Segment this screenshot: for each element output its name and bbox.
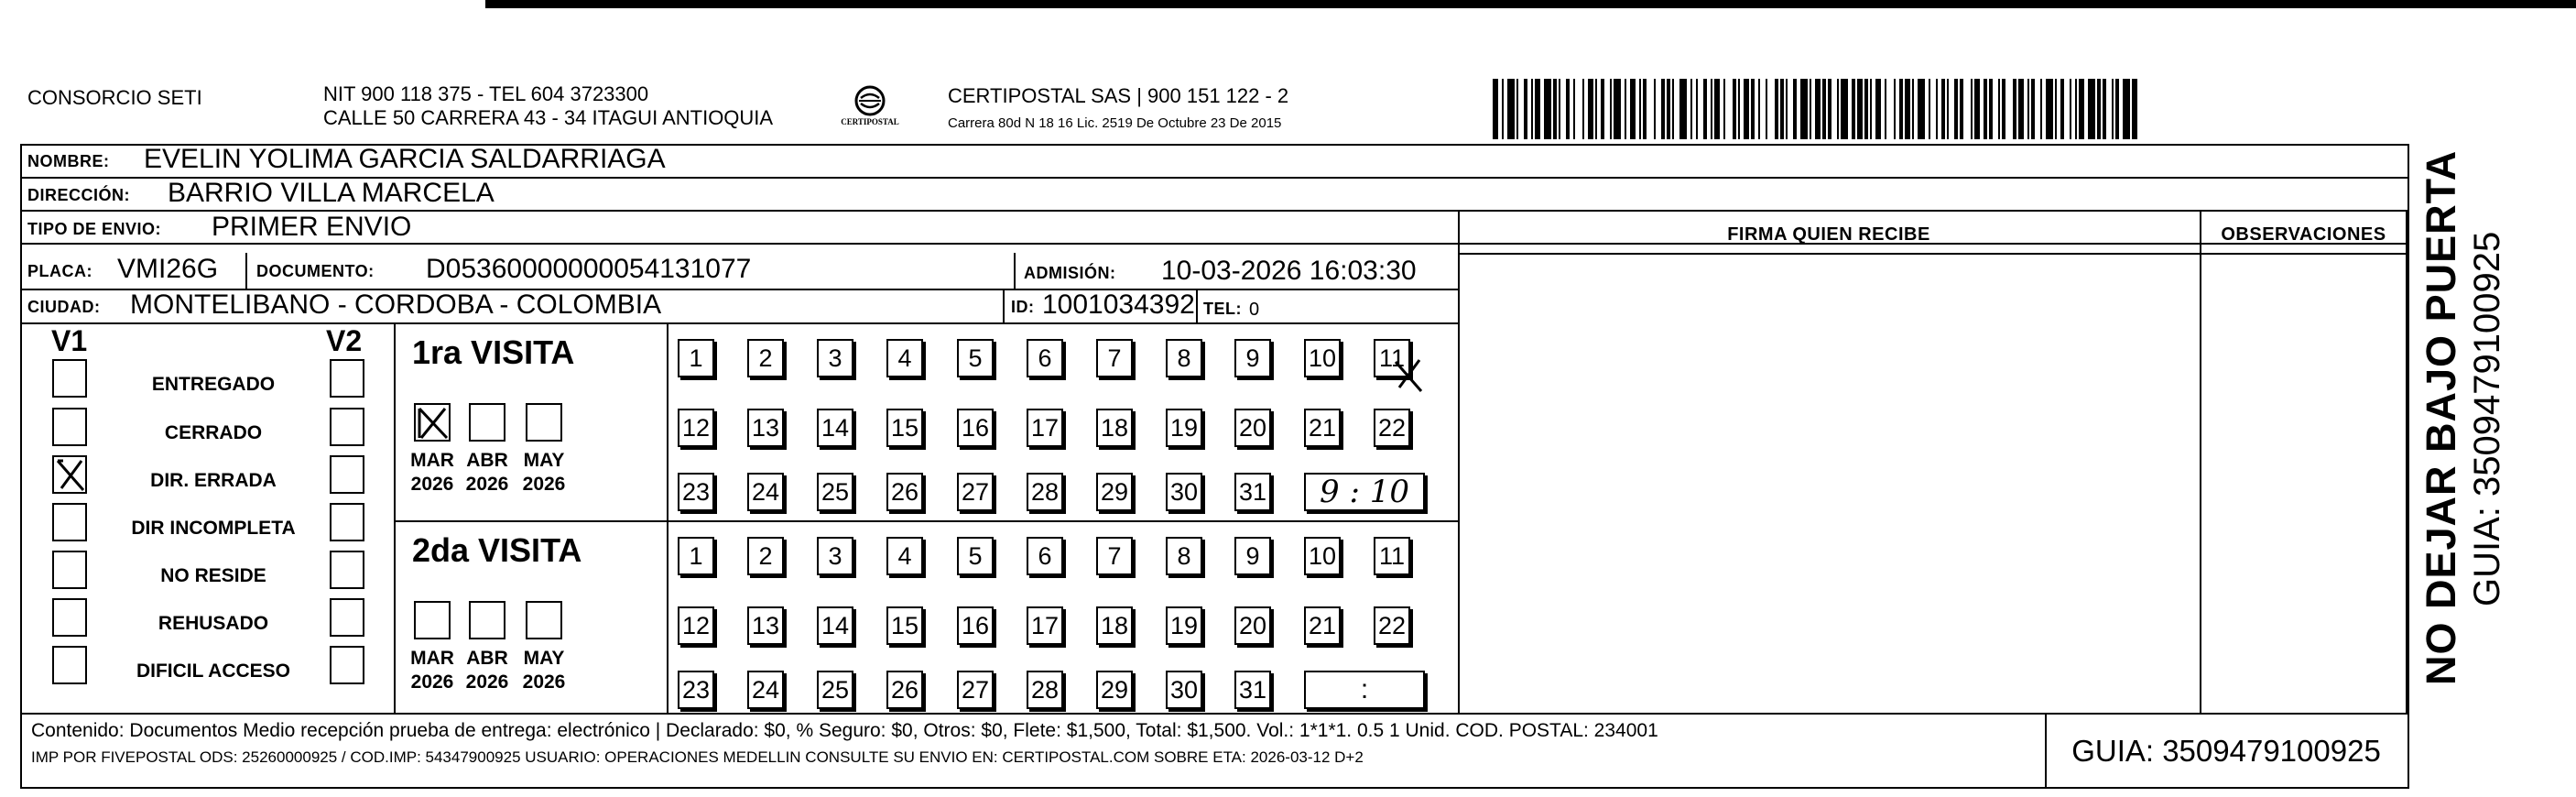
day-box[interactable]: 23 <box>678 671 714 709</box>
day-box[interactable]: 7 <box>1096 339 1133 377</box>
day-box[interactable]: 1 <box>678 339 714 377</box>
day-box[interactable]: 16 <box>957 606 994 645</box>
day-box[interactable]: 21 <box>1304 409 1341 447</box>
day-box[interactable]: 1 <box>678 537 714 575</box>
day-box[interactable]: 8 <box>1166 537 1202 575</box>
day-box[interactable]: 17 <box>1027 606 1063 645</box>
year-label: 2026 <box>522 474 566 495</box>
day-box[interactable]: 4 <box>886 537 923 575</box>
day-box[interactable]: 9 <box>1234 339 1271 377</box>
day-box[interactable]: 13 <box>747 409 784 447</box>
visit-title: 1ra VISITA <box>412 333 575 371</box>
status-label: CERRADO <box>164 422 263 443</box>
certipostal-nit-line: CERTIPOSTAL SAS | 900 151 122 - 2 <box>948 84 1289 107</box>
day-box[interactable]: 29 <box>1096 473 1133 511</box>
v2-checkbox[interactable] <box>330 359 364 398</box>
day-box[interactable]: 24 <box>747 671 784 709</box>
status-label: NO RESIDE <box>160 565 266 586</box>
id-value: 1001034392 <box>1042 289 1195 320</box>
month-checkbox[interactable] <box>526 403 562 442</box>
day-box[interactable]: 5 <box>957 537 994 575</box>
day-box[interactable]: 28 <box>1027 473 1063 511</box>
documento-value: D05360000000054131077 <box>426 254 752 284</box>
v1-checkbox[interactable] <box>52 551 87 589</box>
v2-checkbox[interactable] <box>330 408 364 446</box>
certipostal-logo <box>831 82 908 137</box>
company-address: CALLE 50 CARRERA 43 - 34 ITAGUI ANTIOQUIA <box>323 106 774 129</box>
v2-label: V2 <box>326 324 363 357</box>
month-label: ABR <box>466 450 508 471</box>
day-box[interactable]: 7 <box>1096 537 1133 575</box>
day-box[interactable]: 11 <box>1374 537 1410 575</box>
year-label: 2026 <box>410 474 454 495</box>
v1-checkbox[interactable] <box>52 503 87 541</box>
month-label: MAY <box>523 648 565 669</box>
day-box[interactable]: 10 <box>1304 537 1341 575</box>
v1-checkbox[interactable] <box>52 598 87 637</box>
day-box[interactable]: 24 <box>747 473 784 511</box>
month-label: MAY <box>523 450 565 471</box>
day-box[interactable]: 18 <box>1096 409 1133 447</box>
day-box[interactable]: 25 <box>817 473 853 511</box>
status-label: DIFICIL ACCESO <box>136 661 290 682</box>
day-box[interactable]: 11 <box>1374 339 1410 377</box>
month-checkbox[interactable] <box>414 403 451 442</box>
tipo-envio-label: TIPO DE ENVIO: <box>27 220 162 238</box>
barcode <box>1493 79 2223 139</box>
no-dejar-bajo-puerta: NO DEJAR BAJO PUERTA <box>2418 149 2464 685</box>
company-name: CONSORCIO SETI <box>27 86 202 109</box>
nombre-value: EVELIN YOLIMA GARCIA SALDARRIAGA <box>144 144 666 174</box>
logo-text: CERTIPOSTAL <box>841 117 899 126</box>
day-box[interactable]: 22 <box>1374 409 1410 447</box>
v1-checkbox[interactable] <box>52 455 87 494</box>
status-label: DIR. ERRADA <box>150 470 277 491</box>
day-box[interactable]: 14 <box>817 606 853 645</box>
side-guia: GUIA: 3509479100925 <box>2467 231 2507 606</box>
v1-checkbox[interactable] <box>52 646 87 684</box>
day-box[interactable]: 31 <box>1234 671 1271 709</box>
footer-guia: GUIA: 3509479100925 <box>2071 733 2381 768</box>
documento-label: DOCUMENTO: <box>256 262 375 280</box>
month-checkbox[interactable] <box>526 601 562 639</box>
admision-value: 10-03-2026 16:03:30 <box>1161 256 1417 286</box>
v2-checkbox[interactable] <box>330 455 364 494</box>
day-box[interactable]: 6 <box>1027 537 1063 575</box>
tipo-envio-value: PRIMER ENVIO <box>212 212 412 242</box>
observaciones-header: OBSERVACIONES <box>2221 224 2386 245</box>
year-label: 2026 <box>465 671 509 693</box>
day-box[interactable]: 28 <box>1027 671 1063 709</box>
day-box[interactable]: 13 <box>747 606 784 645</box>
v1-label: V1 <box>51 324 88 357</box>
ciudad-label: CIUDAD: <box>27 298 101 316</box>
direccion-value: BARRIO VILLA MARCELA <box>168 178 495 208</box>
month-checkbox[interactable] <box>414 601 451 639</box>
day-box[interactable]: 2 <box>747 537 784 575</box>
visit-title: 2da VISITA <box>412 531 582 569</box>
day-box[interactable]: 23 <box>678 473 714 511</box>
day-box[interactable]: 30 <box>1166 473 1202 511</box>
year-label: 2026 <box>410 671 454 693</box>
signature-area[interactable] <box>1460 255 2198 711</box>
day-box[interactable]: 3 <box>817 339 853 377</box>
tel-value: 0 <box>1249 300 1260 320</box>
day-box[interactable]: 30 <box>1166 671 1202 709</box>
ciudad-value: MONTELIBANO - CORDOBA - COLOMBIA <box>130 289 662 320</box>
day-box[interactable]: 19 <box>1166 606 1202 645</box>
day-box[interactable]: 5 <box>957 339 994 377</box>
day-box[interactable]: 4 <box>886 339 923 377</box>
day-box[interactable]: 27 <box>957 473 994 511</box>
month-checkbox[interactable] <box>469 403 505 442</box>
status-label: REHUSADO <box>158 613 269 634</box>
day-box[interactable]: 19 <box>1166 409 1202 447</box>
day-box[interactable]: 15 <box>886 409 923 447</box>
day-box[interactable]: 21 <box>1304 606 1341 645</box>
license-line: Carrera 80d N 18 16 Lic. 2519 De Octubre 23 De 2015 <box>948 115 1282 131</box>
v1-checkbox[interactable] <box>52 408 87 446</box>
footer-contents: Contenido: Documentos Medio recepción prueba de entrega: electrónico | Declarado: $0, % Seguro: $0, Otros: $0, Flete: $1,500, Total: $1,500. Vol.: 1*1*1. 0.5 1 Unid. COD. POSTAL: 234001 <box>31 720 1658 741</box>
month-label: MAR <box>410 648 454 669</box>
day-box[interactable]: 20 <box>1234 409 1271 447</box>
month-checkbox[interactable] <box>469 601 505 639</box>
status-label: DIR INCOMPLETA <box>131 518 296 539</box>
day-box[interactable]: 12 <box>678 606 714 645</box>
nombre-label: NOMBRE: <box>27 152 110 170</box>
day-box[interactable]: 20 <box>1234 606 1271 645</box>
month-label: ABR <box>466 648 508 669</box>
x-mark-icon <box>54 457 87 494</box>
day-box[interactable]: 12 <box>678 409 714 447</box>
v2-checkbox[interactable] <box>330 551 364 589</box>
day-box[interactable]: 15 <box>886 606 923 645</box>
year-label: 2026 <box>465 474 509 495</box>
visit-time[interactable]: : <box>1304 671 1425 709</box>
day-box[interactable]: 27 <box>957 671 994 709</box>
status-label: ENTREGADO <box>151 374 276 395</box>
day-box[interactable]: 6 <box>1027 339 1063 377</box>
v2-checkbox[interactable] <box>330 646 364 684</box>
day-box[interactable]: 25 <box>817 671 853 709</box>
day-box[interactable]: 3 <box>817 537 853 575</box>
day-box[interactable]: 17 <box>1027 409 1063 447</box>
x-mark-icon <box>416 405 451 442</box>
v2-checkbox[interactable] <box>330 503 364 541</box>
day-box[interactable]: 2 <box>747 339 784 377</box>
month-label: MAR <box>410 450 454 471</box>
year-label: 2026 <box>522 671 566 693</box>
top-border-line <box>485 0 2576 8</box>
tel-label: TEL: <box>1203 300 1242 318</box>
day-box[interactable]: 16 <box>957 409 994 447</box>
v2-checkbox[interactable] <box>330 598 364 637</box>
day-box[interactable]: 8 <box>1166 339 1202 377</box>
placa-value: VMI26G <box>117 254 219 284</box>
direccion-label: DIRECCIÓN: <box>27 186 130 204</box>
day-box[interactable]: 10 <box>1304 339 1341 377</box>
day-box[interactable]: 31 <box>1234 473 1271 511</box>
day-box[interactable]: 26 <box>886 473 923 511</box>
day-box[interactable]: 9 <box>1234 537 1271 575</box>
observations-area[interactable] <box>2201 255 2404 711</box>
nit-line: NIT 900 118 375 - TEL 604 3723300 <box>323 82 649 105</box>
placa-label: PLACA: <box>27 262 92 280</box>
day-box[interactable]: 22 <box>1374 606 1410 645</box>
day-box[interactable]: 18 <box>1096 606 1133 645</box>
day-box[interactable]: 14 <box>817 409 853 447</box>
visit-time[interactable]: 9 : 10 <box>1304 473 1425 511</box>
v1-checkbox[interactable] <box>52 359 87 398</box>
id-label: ID: <box>1011 298 1035 316</box>
day-box[interactable]: 29 <box>1096 671 1133 709</box>
admision-label: ADMISIÓN: <box>1024 264 1116 282</box>
day-box[interactable]: 26 <box>886 671 923 709</box>
firma-header: FIRMA QUIEN RECIBE <box>1727 224 1930 245</box>
footer-print-info: IMP POR FIVEPOSTAL ODS: 25260000925 / COD.IMP: 54347900925 USUARIO: OPERACIONES MEDELLIN CONSULTE SU ENVIO EN: CERTIPOSTAL.COM SOBRE ETA: 2026-03-12 D+2 <box>31 748 1364 766</box>
